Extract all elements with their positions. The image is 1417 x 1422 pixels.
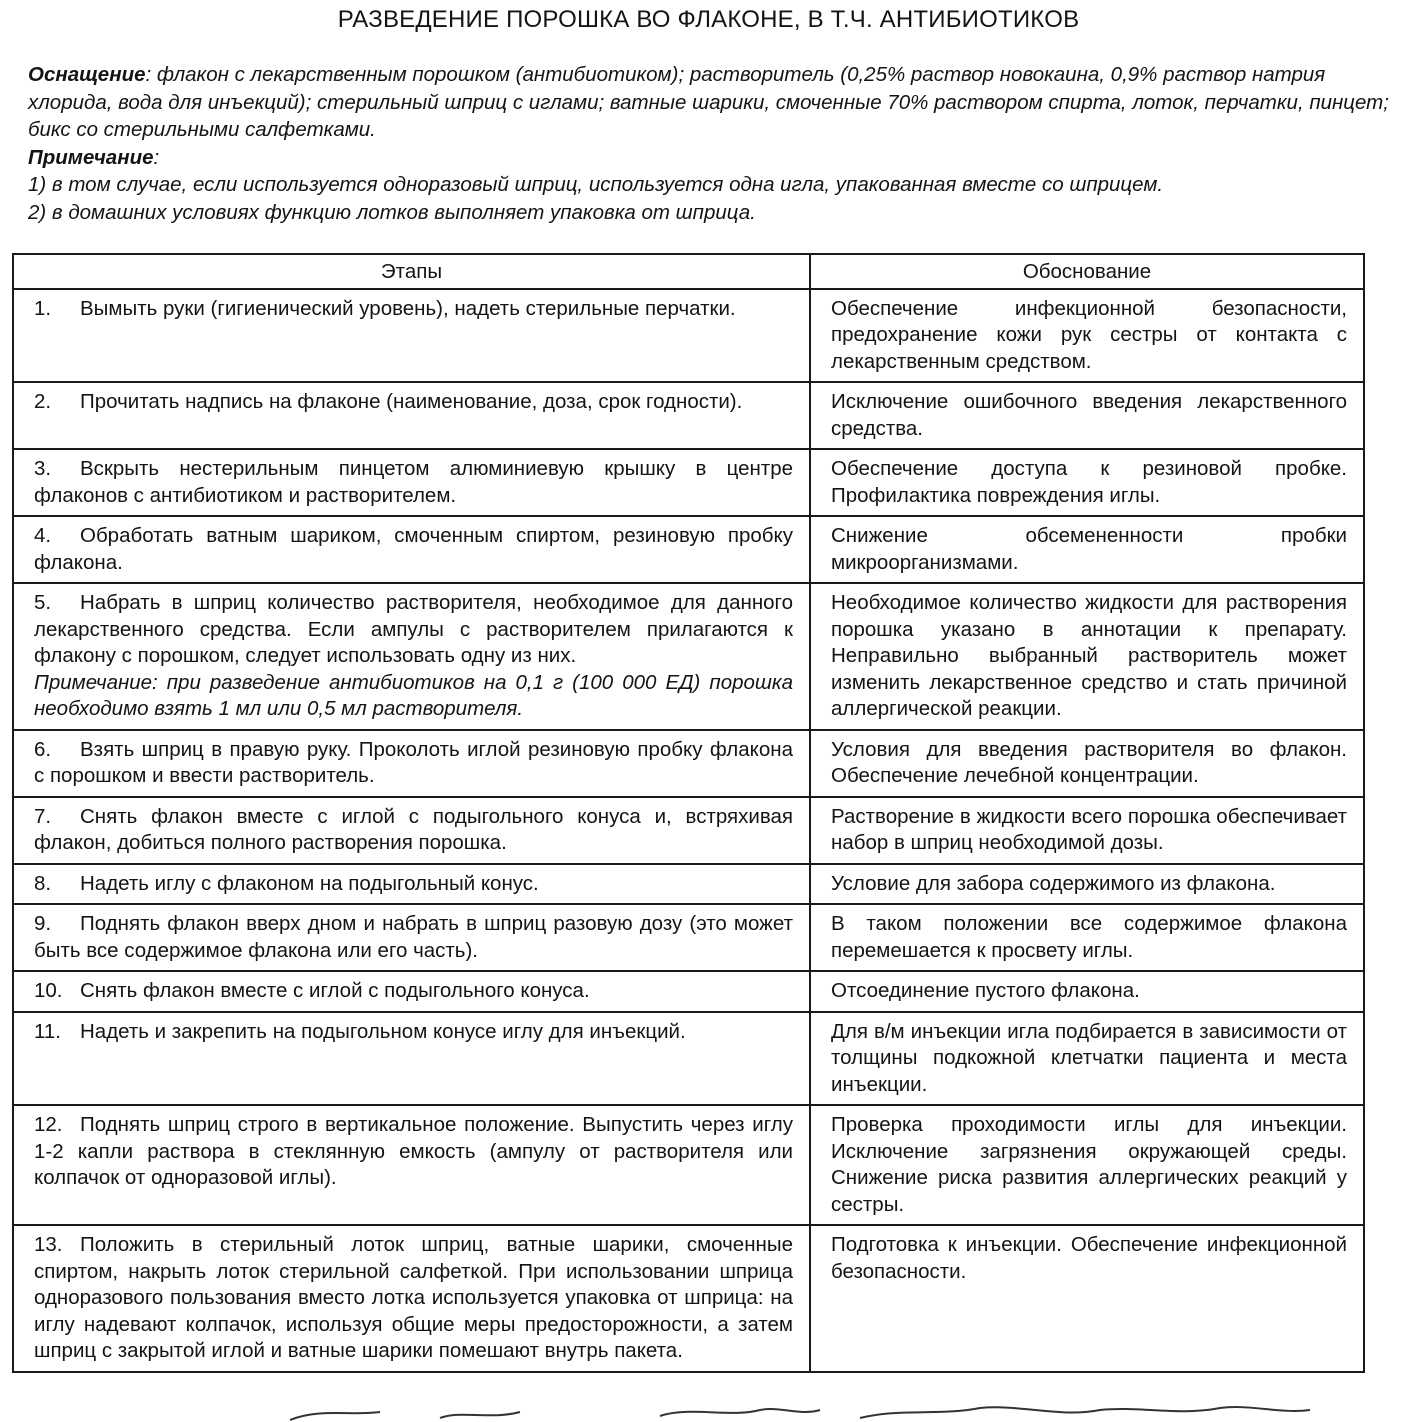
table-row xyxy=(13,1225,1364,1372)
step-number: 3. xyxy=(34,457,52,480)
procedure-table xyxy=(12,253,1365,1373)
step-number: 9. xyxy=(34,912,52,935)
table-row xyxy=(13,730,1364,797)
note-colon: : xyxy=(153,145,160,169)
step-cell xyxy=(13,797,810,864)
step-cell xyxy=(13,1012,810,1106)
step-number: 12. xyxy=(34,1113,63,1136)
step-text: Снять флакон вместе с иглой с подыгольного конуса. xyxy=(80,979,590,1002)
equipment-paragraph xyxy=(28,61,1393,144)
step-number: 6. xyxy=(34,737,52,761)
step-text: Взять шприц в правую руку. Проколоть иглой резиновую пробку флакона с порошком и ввести растворитель. xyxy=(34,737,793,787)
table-row xyxy=(13,382,1364,449)
note-heading xyxy=(28,144,1393,172)
justification-cell: Обеспечение инфекционной безопасности, предохранение кожи рук сестры от контакта с лекарственным средством. xyxy=(810,289,1364,383)
step-cell xyxy=(13,730,810,797)
justification-cell: Растворение в жидкости всего порошка обеспечивает набор в шприц необходимой дозы. xyxy=(810,797,1364,864)
step-cell xyxy=(13,382,810,449)
step-number: 10. xyxy=(34,979,63,1002)
table-body xyxy=(13,289,1364,1372)
step-text: Поднять флакон вверх дном и набрать в шприц разовую дозу (это может быть все содержимое флакона или его часть). xyxy=(34,912,793,962)
justification-cell: В таком положении все содержимое флакона перемешается к просвету иглы. xyxy=(810,904,1364,971)
step-number: 2. xyxy=(34,390,52,413)
justification-cell: Отсоединение пустого флакона. xyxy=(810,971,1364,1012)
table-row xyxy=(13,449,1364,516)
justification-cell: Подготовка к инъекции. Обеспечение инфекционной безопасности. xyxy=(810,1225,1364,1372)
step-text: Поднять шприц строго в вертикальное положение. Выпустить через иглу 1-2 капли раствора в стеклянную емкость (ампулу от растворителя или колпачок от одноразовой иглы). xyxy=(34,1113,793,1189)
step-text: Положить в стерильный лоток шприц, ватные шарики, смоченные спиртом, накрыть лоток стерильной салфеткой. При использовании шприца одноразового пользования вместо лотка используется упаковка от шприца: на иглу надевают колпачок, используя общие меры предосторожности, а затем шприц с закрытой иглой и ватные шарики помешают внутрь пакета. xyxy=(34,1233,793,1362)
step-number: 8. xyxy=(34,871,52,895)
table-row xyxy=(13,1012,1364,1106)
step-note: Примечание: при разведение антибиотиков на 0,1 г (100 000 ЕД) порошка необходимо взять 1 мл или 0,5 мл растворителя. xyxy=(34,670,793,720)
step-cell xyxy=(13,289,810,383)
justification-cell: Условие для забора содержимого из флакона. xyxy=(810,864,1364,905)
table-row xyxy=(13,1105,1364,1225)
step-number: 1. xyxy=(34,296,52,320)
note-item-1: 1) в том случае, если используется одноразовый шприц, используется одна игла, упакованная вместе со шприцем. xyxy=(28,173,1164,196)
note-item-2: 2) в домашних условиях функцию лотков выполняет упаковка от шприца. xyxy=(28,200,756,224)
step-cell xyxy=(13,864,810,905)
step-number: 5. xyxy=(34,591,52,614)
step-text: Обработать ватным шариком, смоченным спиртом, резиновую пробку флакона. xyxy=(34,524,793,574)
table-row xyxy=(13,904,1364,971)
step-text: Надеть иглу с флаконом на подыгольный конус. xyxy=(80,871,539,895)
header-steps: Этапы xyxy=(13,254,810,289)
step-cell xyxy=(13,971,810,1012)
step-text: Вымыть руки (гигиенический уровень), надеть стерильные перчатки. xyxy=(80,296,736,320)
step-number: 11. xyxy=(34,1019,61,1043)
step-number: 7. xyxy=(34,804,52,828)
handwriting-scribble xyxy=(260,1400,1360,1422)
step-cell xyxy=(13,449,810,516)
table-row xyxy=(13,289,1364,383)
step-cell xyxy=(13,1105,810,1225)
step-cell xyxy=(13,904,810,971)
table-row xyxy=(13,797,1364,864)
table-row xyxy=(13,516,1364,583)
justification-cell: Обеспечение доступа к резиновой пробке. Профилактика повреждения иглы. xyxy=(810,449,1364,516)
step-number: 13. xyxy=(34,1233,63,1256)
justification-cell: Для в/м инъекции игла подбирается в зависимости от толщины подкожной клетчатки пациента и места инъекции. xyxy=(810,1012,1364,1106)
justification-cell: Исключение ошибочного введения лекарственного средства. xyxy=(810,382,1364,449)
justification-cell: Снижение обсемененности пробки микроорганизмами. xyxy=(810,516,1364,583)
page-title: РАЗВЕДЕНИЕ ПОРОШКА ВО ФЛАКОНЕ, В Т.Ч. АНТИБИОТИКОВ xyxy=(337,6,1080,33)
equipment-label: Оснащение xyxy=(28,63,146,86)
step-cell xyxy=(13,583,810,730)
table-row xyxy=(13,971,1364,1012)
table-header-row xyxy=(13,254,1364,289)
step-text: Надеть и закрепить на подыгольном конусе иглу для инъекций. xyxy=(80,1019,686,1043)
step-text: Снять флакон вместе с иглой с подыгольного конуса и, встряхивая флакон, добиться полного растворения порошка. xyxy=(34,804,793,854)
justification-cell: Необходимое количество жидкости для растворения порошка указано в аннотации к препарату. Неправильно выбранный растворитель может изменить лекарственное средство и стать причиной аллергической реакции. xyxy=(810,583,1364,730)
step-text: Вскрыть нестерильным пинцетом алюминиевую крышку в центре флаконов с антибиотиком и растворителем. xyxy=(34,457,793,507)
header-justification: Обоснование xyxy=(810,254,1364,289)
step-number: 4. xyxy=(34,524,52,547)
note-label: Примечание xyxy=(28,145,154,169)
step-cell xyxy=(13,516,810,583)
step-text: Прочитать надпись на флаконе (наименование, доза, срок годности). xyxy=(80,390,743,413)
table-row xyxy=(13,583,1364,730)
intro-block xyxy=(28,61,1393,226)
step-text: Набрать в шприц количество растворителя, необходимое для данного лекарственного средства. Если ампулы с растворителем прилагаются к флакону с порошком, следует использовать одну из них. xyxy=(34,591,793,667)
justification-cell: Условия для введения растворителя во флакон. Обеспечение лечебной концентрации. xyxy=(810,730,1364,797)
step-cell xyxy=(13,1225,810,1372)
justification-cell: Проверка проходимости иглы для инъекции. Исключение загрязнения окружающей среды. Снижение риска развития аллергических реакций у сестры. xyxy=(810,1105,1364,1225)
equipment-text: : флакон с лекарственным порошком (антибиотиком); растворитель (0,25% раствор новокаина, 0,9% раствор натрия хлорида, вода для инъекций); стерильный шприц с иглами; ватные шарики, смоченные 70% раствором спирта, лоток, перчатки, пинцет; бикс со стерильными салфетками. xyxy=(28,63,1389,141)
table-row xyxy=(13,864,1364,905)
